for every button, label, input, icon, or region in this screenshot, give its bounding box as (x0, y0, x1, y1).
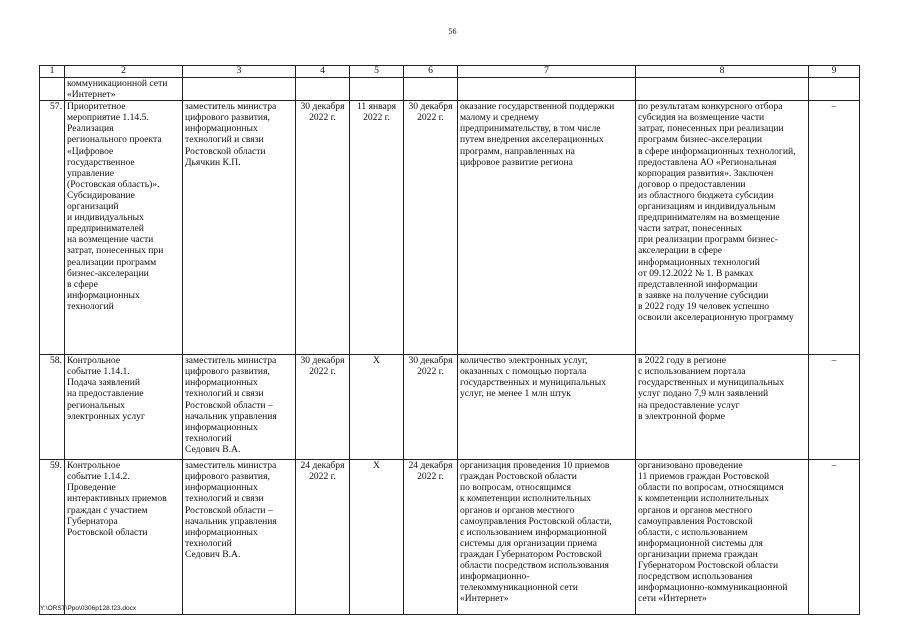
fact-date: 30 декабря 2022 г. (404, 101, 458, 355)
row-number: 57. (40, 101, 65, 355)
report-table (39, 65, 860, 615)
continuation-row (40, 78, 860, 101)
responsible-person: заместитель министра цифрового развития, информационных технологий и связи Ростовской области – начальник управления информационных технологий Седович В.А. (183, 460, 296, 615)
column-9-value: – (809, 101, 860, 355)
fact-date: 30 декабря 2022 г. (404, 355, 458, 460)
table-row (40, 460, 860, 615)
actual-result: по результатам конкурсного отбора субсидия на возмещение части затрат, понесенных при реализации программ бизнес-акселерации в сфере информационных технологий, предоставлена АО «Региональная корпорация развития». Заключен договор о предоставлении из областного бюджета субсидии организациям и индивидуальным предпринимателям на возмещение части затрат, понесенных при реализации программ бизнес- акселерации в сфере информационных технологий от 09.12.2022 № 1. В рамках представленной информации в заявке на получение субсидии в 2022 году 19 человек успешно освоили акселерационную программу (636, 101, 809, 355)
expected-result: количество электронных услуг, оказанных с помощью портала государственных и муниципальных услуг, не менее 1 млн штук (458, 355, 636, 460)
expected-result: организация проведения 10 приемов граждан Ростовской области по вопросам, относящимся к компетенции исполнительных органов и органов местного самоуправления Ростовской области, с использованием информационной системы для организации приема граждан Губернатором Ростовской области посредством использования информационно- телекоммуникационной сети «Интернет» (458, 460, 636, 615)
plan-date: 30 декабря 2022 г. (296, 101, 350, 355)
column-header: 6 (404, 66, 458, 78)
column-header: 8 (636, 66, 809, 78)
column-header: 3 (183, 66, 296, 78)
fact-date: 24 декабря 2022 г. (404, 460, 458, 615)
row-number: 58. (40, 355, 65, 460)
column-5-value: Х (350, 460, 404, 615)
table-row (40, 101, 860, 355)
event-name: Контрольное событие 1.14.2. Проведение интерактивных приемов граждан с участием Губернатора Ростовской области (65, 460, 183, 615)
column-header: 5 (350, 66, 404, 78)
column-5-value: Х (350, 355, 404, 460)
row-number: 59. (40, 460, 65, 615)
plan-date: 24 декабря 2022 г. (296, 460, 350, 615)
actual-result: в 2022 году в регионе с использованием портала государственных и муниципальных услуг подано 7,9 млн заявлений на предоставление услуг в электронной форме (636, 355, 809, 460)
event-name: Контрольное событие 1.14.1. Подача заявлений на предоставление региональных электронных услуг (65, 355, 183, 460)
column-header: 9 (809, 66, 860, 78)
column-header: 2 (65, 66, 183, 78)
actual-result: организовано проведение 11 приемов граждан Ростовской области по вопросам, относящимся к компетенции исполнительных органов и органов местного самоуправления Ростовской области, с использованием информационной системы для организации приема граждан Губернатором Ростовской области посредством использования информационно-коммуникационной сети «Интернет» (636, 460, 809, 615)
column-number-row (40, 66, 860, 78)
column-header: 1 (40, 66, 65, 78)
plan-date: 30 декабря 2022 г. (296, 355, 350, 460)
expected-result: оказание государственной поддержки малому и среднему предпринимательству, в том числе путем внедрения акселерационных программ, направленных на цифровое развитие региона (458, 101, 636, 355)
column-header: 7 (458, 66, 636, 78)
column-9-value: – (809, 355, 860, 460)
page-number: 56 (448, 27, 457, 36)
responsible-person: заместитель министра цифрового развития, информационных технологий и связи Ростовской области – начальник управления информационных технологий Седович В.А. (183, 355, 296, 460)
column-5-value: 11 января 2022 г. (350, 101, 404, 355)
continuation-text: коммуникационной сети «Интернет» (65, 78, 183, 101)
footer-file-path: Y:\ORST\Ppo\0306p128.f23.docx (40, 605, 137, 612)
responsible-person: заместитель министра цифрового развития, информационных технологий и связи Ростовской области Дьячкин К.П. (183, 101, 296, 355)
column-9-value: – (809, 460, 860, 615)
event-name: Приоритетное мероприятие 1.14.5. Реализация регионального проекта «Цифровое государственное управление (Ростовская область)». Субсидирование организаций и индивидуальных предпринимателей на возмещение части затрат, понесенных при реализации программ бизнес-акселерации в сфере информационных технологий (65, 101, 183, 355)
column-header: 4 (296, 66, 350, 78)
table-row (40, 355, 860, 460)
